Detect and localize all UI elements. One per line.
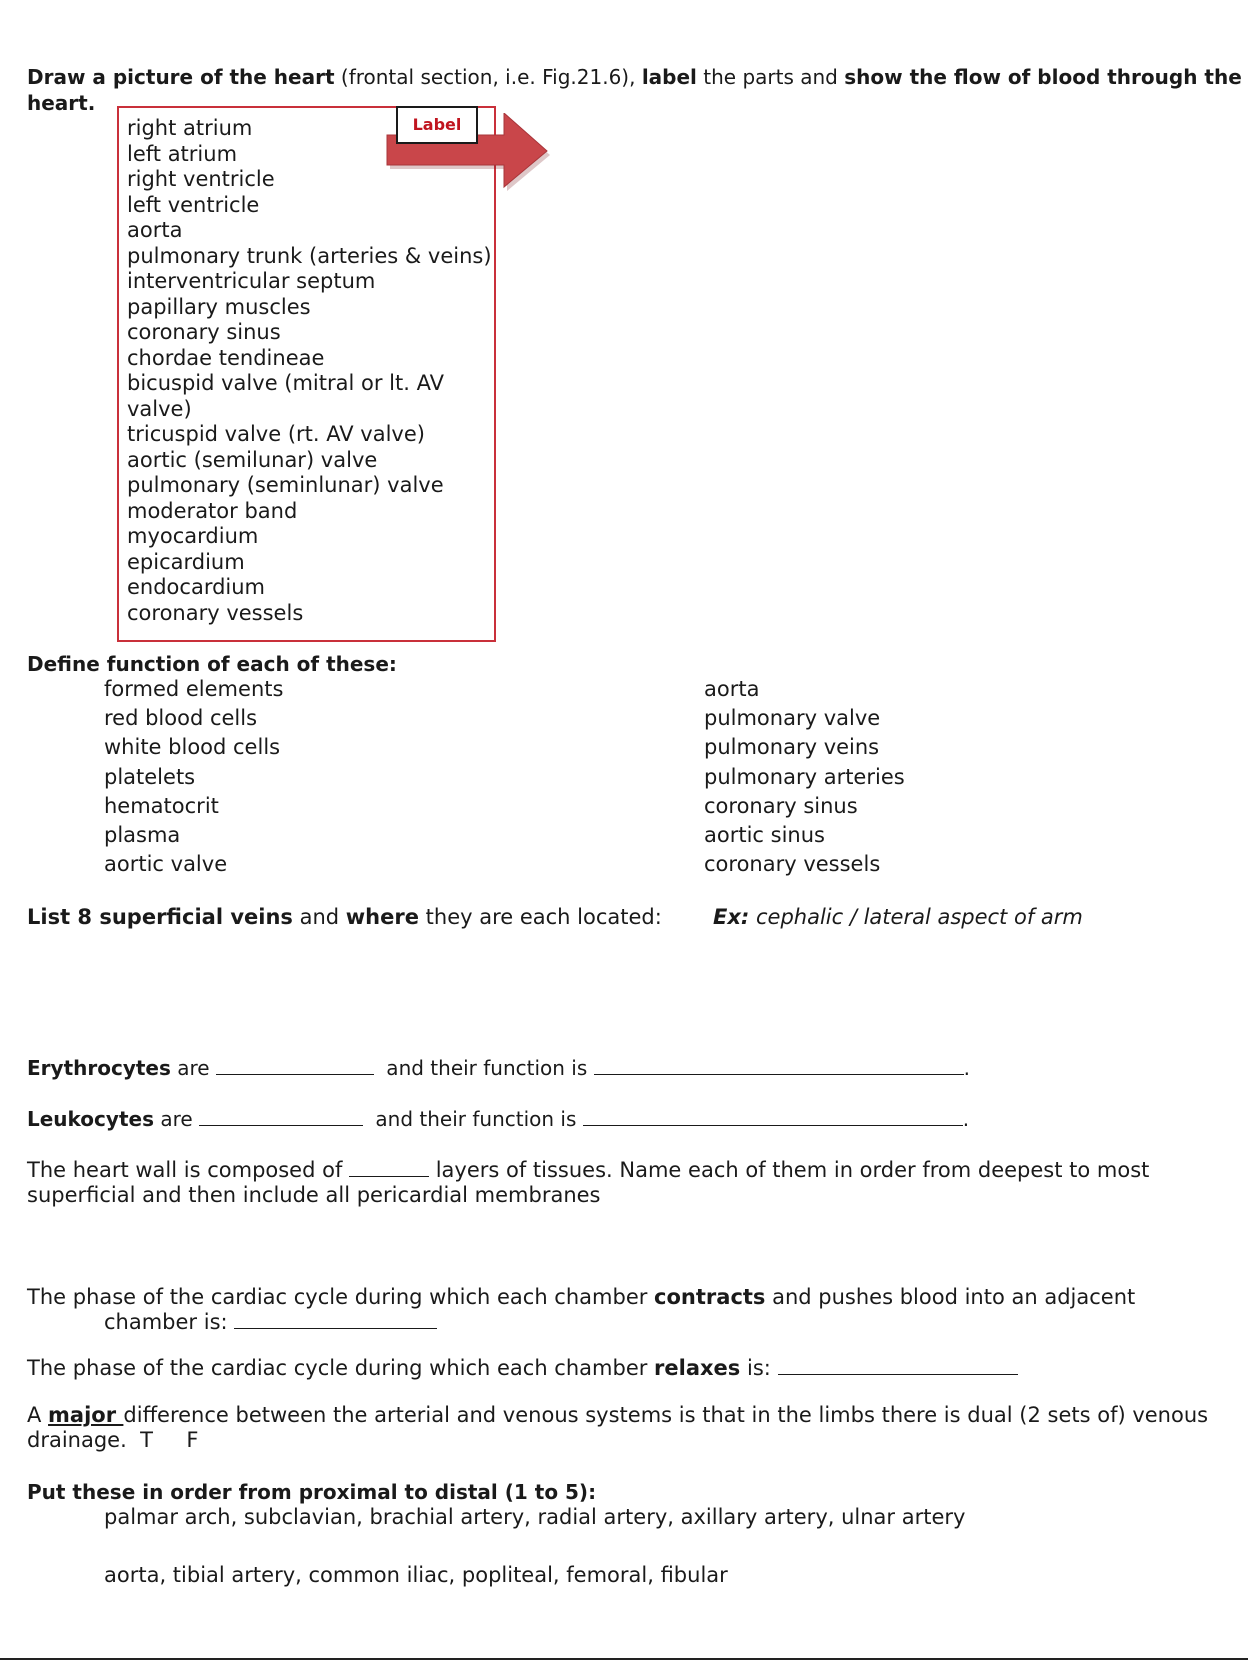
relax-question: [27, 1356, 1018, 1380]
erythrocytes-blank-2[interactable]: [594, 1056, 964, 1075]
heart-wall-text-1: The heart wall is composed of: [27, 1158, 350, 1182]
major-difference-line2: drainage. T F: [27, 1428, 199, 1452]
define-list-left: [104, 675, 283, 879]
define-item: aortic valve: [104, 852, 228, 877]
label-list-item: left ventricle: [127, 192, 260, 217]
label-list-item: left atrium: [127, 141, 238, 166]
page-bottom-rule: [0, 1658, 1248, 1660]
leukocytes-blank-2[interactable]: [583, 1107, 963, 1126]
label-list-item: papillary muscles: [127, 294, 311, 319]
label-list-item: valve): [127, 396, 192, 421]
major-bold: major: [48, 1403, 124, 1427]
heart-wall-blank[interactable]: [349, 1158, 429, 1177]
relax-text-1: The phase of the cardiac cycle during which each chamber: [27, 1356, 655, 1380]
define-item: plasma: [104, 823, 181, 848]
contract-question-line2: [104, 1310, 437, 1334]
heart-wall-question: [27, 1158, 1149, 1182]
erythrocytes-end: .: [963, 1056, 971, 1080]
erythrocytes-question: [27, 1056, 970, 1080]
label-list-item: pulmonary trunk (arteries & veins): [127, 243, 492, 268]
label-list-item: myocardium: [127, 524, 259, 548]
label-tag: Label: [396, 106, 478, 144]
example-label: Ex:: [713, 905, 750, 929]
label-list-item: coronary sinus: [127, 320, 281, 344]
define-item: pulmonary arteries: [704, 764, 905, 789]
heart-wall-text-2: layers of tissues. Name each of them in order from deepest to most: [429, 1158, 1150, 1182]
define-item: hematocrit: [104, 793, 219, 818]
major-text-1: A: [27, 1403, 49, 1427]
label-list-item: aortic (semilunar) valve: [127, 447, 378, 472]
label-list-item: pulmonary (seminlunar) valve: [127, 473, 444, 497]
erythrocytes-term: Erythrocytes: [27, 1056, 171, 1080]
leukocytes-term: Leukocytes: [27, 1107, 154, 1131]
define-item: pulmonary valve: [704, 706, 881, 731]
label-list-item: endocardium: [127, 575, 266, 599]
label-list-item: tricuspid valve (rt. AV valve): [127, 422, 425, 446]
heading-bold-1: Draw a picture of the heart: [27, 65, 335, 89]
heading-bold-5: show the flow of blood through the: [844, 65, 1242, 89]
label-list-item: epicardium: [127, 549, 245, 574]
label-list-item: moderator band: [127, 498, 298, 523]
instruction-heading: [27, 65, 1242, 89]
define-item: coronary sinus: [704, 793, 858, 818]
define-item: platelets: [104, 764, 196, 789]
veins-text-2: and: [292, 905, 346, 929]
define-heading: Define function of each of these:: [27, 652, 397, 676]
major-difference-question: [27, 1403, 1208, 1427]
label-list-item: right ventricle: [127, 167, 275, 191]
label-list-item: bicuspid valve (mitral or lt. AV: [127, 371, 444, 395]
veins-question: [27, 905, 662, 929]
veins-bold-3: where: [345, 905, 419, 929]
heading-bold-3: label: [641, 65, 697, 89]
label-list-item: right atrium: [127, 116, 253, 140]
define-item: aorta: [704, 677, 760, 701]
erythrocytes-blank-1[interactable]: [216, 1056, 374, 1075]
define-item: formed elements: [104, 677, 284, 701]
example-text: cephalic / lateral aspect of arm: [749, 905, 1083, 929]
contract-text-2: and pushes blood into an adjacent: [765, 1285, 1136, 1309]
leukocytes-func-label: and their function is: [369, 1107, 583, 1131]
order-line-1: palmar arch, subclavian, brachial artery, radial artery, axillary artery, ulnar artery: [104, 1505, 966, 1529]
veins-text-4: they are each located:: [418, 905, 662, 929]
contract-text-3: chamber is:: [104, 1310, 235, 1334]
contract-question: [27, 1285, 1135, 1309]
order-heading: Put these in order from proximal to distal (1 to 5):: [27, 1480, 597, 1504]
contract-bold: contracts: [654, 1285, 766, 1309]
label-list-item: coronary vessels: [127, 600, 304, 625]
leukocytes-are: are: [153, 1107, 200, 1131]
label-list-item: aorta: [127, 218, 183, 242]
leukocytes-end: .: [962, 1107, 970, 1131]
define-item: coronary vessels: [704, 852, 881, 877]
order-line-2: aorta, tibial artery, common iliac, popliteal, femoral, fibular: [104, 1563, 728, 1587]
label-list: [127, 116, 492, 626]
heart-wall-question-line2: superficial and then include all pericardial membranes: [27, 1183, 601, 1207]
define-list-right: [704, 675, 905, 879]
relax-blank[interactable]: [778, 1356, 1018, 1375]
heading-bold-6: heart.: [27, 91, 96, 115]
leukocytes-blank-1[interactable]: [199, 1107, 363, 1126]
heading-text-2: (frontal section, i.e. Fig.21.6),: [334, 65, 642, 89]
relax-bold: relaxes: [654, 1356, 741, 1380]
define-item: white blood cells: [104, 735, 281, 760]
relax-text-2: is:: [740, 1356, 778, 1380]
contract-blank[interactable]: [234, 1310, 437, 1329]
label-list-item: chordae tendineae: [127, 345, 325, 370]
veins-bold-1: List 8 superficial veins: [27, 905, 293, 929]
contract-text-1: The phase of the cardiac cycle during which each chamber: [27, 1285, 655, 1309]
define-item: aortic sinus: [704, 823, 825, 848]
major-text-2: difference between the arterial and venous systems is that in the limbs there is dual (2 sets of) venous: [123, 1403, 1209, 1427]
heading-text-4: the parts and: [696, 65, 845, 89]
label-list-item: interventricular septum: [127, 269, 376, 293]
erythrocytes-are: are: [170, 1056, 216, 1080]
veins-example: [713, 905, 1083, 929]
define-item: red blood cells: [104, 706, 258, 731]
erythrocytes-func-label: and their function is: [379, 1056, 594, 1080]
instruction-heading-line2: [27, 91, 95, 115]
define-item: pulmonary veins: [704, 735, 880, 760]
leukocytes-question: [27, 1107, 969, 1131]
